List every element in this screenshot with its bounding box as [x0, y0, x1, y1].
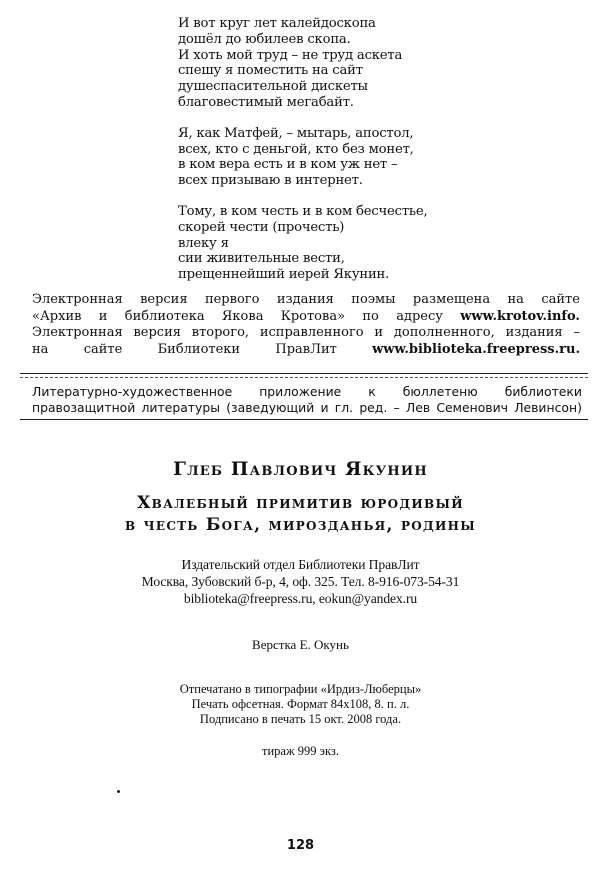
word: Семенович	[436, 400, 508, 415]
poem-stanza-2	[178, 126, 508, 189]
word: –	[573, 325, 580, 340]
poem-line: скорей чести (прочесть)	[178, 219, 345, 235]
page-number: 128	[286, 838, 315, 853]
poem-line: благовестимый мегабайт.	[178, 94, 354, 110]
electronic-version-note	[32, 292, 580, 358]
supplement-line-1	[32, 384, 582, 400]
book-title-line-1: Хвалебный примитив юродивый	[137, 493, 464, 513]
word: второго,	[191, 325, 250, 340]
word: Якова	[221, 308, 264, 324]
publisher-imprint	[0, 556, 601, 607]
word: и	[98, 308, 108, 324]
word: адресу	[396, 308, 443, 324]
word: издания	[505, 325, 563, 340]
word: поэмы	[351, 292, 396, 307]
word: «Архив	[32, 308, 82, 324]
poem-line: дошёл до юбилеев скопа.	[178, 31, 351, 47]
word: литературы	[141, 400, 220, 415]
poem-line: душеспасительной дискеты	[178, 79, 368, 95]
word: Литературно-художественное	[32, 384, 233, 399]
signed-date: Подписано в печать 15 окт. 2008 года.	[199, 712, 402, 726]
word: и	[320, 400, 329, 415]
word: гл.	[334, 400, 354, 415]
supplement-note	[32, 384, 582, 416]
word: Левинсон)	[514, 400, 582, 415]
word: сайте	[541, 292, 580, 307]
stray-dot	[117, 790, 120, 793]
word: к	[368, 384, 376, 399]
layout-credit: Верстка Е. Окунь	[252, 637, 349, 652]
word: размещена	[412, 292, 491, 307]
word: Кротова»	[280, 308, 346, 324]
word: библиотека	[124, 308, 205, 324]
publisher-emails: biblioteka@freepress.ru, eokun@yandex.ru	[183, 591, 418, 606]
book-title	[0, 492, 601, 536]
freepress-url: www.biblioteka.freepress.ru.	[372, 341, 580, 357]
word: Электронная	[32, 292, 123, 307]
word: на	[32, 341, 49, 357]
word: Лев	[405, 400, 431, 415]
electronic-note-line-1	[32, 292, 580, 309]
poem-line: И хоть мой труд – не труд аскета	[178, 47, 403, 63]
word: Библиотеки	[157, 341, 241, 357]
word: библиотеки	[504, 384, 582, 399]
word: (заведующий	[226, 400, 315, 415]
poem-stanza-1	[178, 16, 508, 111]
word: первого	[204, 292, 260, 307]
poem	[178, 16, 508, 298]
poem-line: спешу я поместить на сайт	[178, 63, 363, 79]
printing-house: Отпечатано в типографии «Ирдиз-Люберцы»	[179, 682, 422, 696]
publisher-name: Издательский отдел Библиотеки ПравЛит	[181, 557, 420, 572]
electronic-note-line-4	[32, 342, 580, 359]
publisher-address: Москва, Зубовский б-р, 4, оф. 325. Тел. 8-916-073-54-31	[141, 574, 460, 589]
electronic-note-line-3	[32, 325, 580, 342]
word: дополненного,	[393, 325, 495, 340]
word: исправленного	[259, 325, 364, 340]
poem-line: всех, кто с деньгой, кто без монет,	[178, 141, 414, 157]
poem-line: Тому, в ком честь и в ком бесчестье,	[178, 203, 428, 219]
print-format: Печать офсетная. Формат 84x108, 8. п. л.	[191, 697, 410, 711]
poem-line: в ком вера есть и в ком уж нет –	[178, 157, 398, 173]
word: версия	[133, 325, 181, 340]
divider-line	[20, 373, 588, 374]
word: ред.	[359, 400, 388, 415]
poem-line: сии живительные вести,	[178, 251, 345, 267]
poem-line: влеку я	[178, 235, 229, 251]
word: версия	[140, 292, 188, 307]
divider-line	[20, 419, 588, 420]
author-name: Глеб Павлович Якунин	[173, 459, 428, 480]
poem-line: Я, как Матфей, – мытарь, апостол,	[178, 125, 414, 141]
word: по	[362, 308, 379, 324]
print-details	[0, 682, 601, 727]
word: и	[374, 325, 384, 340]
poem-line: прещеннейший иерей Якунин.	[178, 267, 390, 283]
book-title-line-2: в честь Бога, мирозданья, родины	[124, 515, 477, 535]
word: –	[393, 400, 400, 415]
poem-line: всех призываю в интернет.	[178, 173, 363, 189]
electronic-note-line-2	[32, 309, 580, 326]
poem-stanza-3	[178, 204, 508, 283]
word: Электронная	[32, 325, 123, 340]
word: издания	[276, 292, 334, 307]
word: приложение	[259, 384, 342, 399]
supplement-line-2	[32, 400, 582, 416]
word: сайте	[83, 341, 123, 357]
word: бюллетеню	[402, 384, 478, 399]
word: правозащитной	[32, 400, 136, 415]
krotov-url: www.krotov.info.	[460, 308, 580, 324]
word: ПравЛит	[275, 341, 337, 357]
print-run: тираж 999 экз.	[262, 744, 339, 758]
word: на	[507, 292, 524, 307]
poem-line: И вот круг лет калейдоскопа	[178, 16, 376, 31]
divider-dashed-line	[20, 377, 588, 378]
